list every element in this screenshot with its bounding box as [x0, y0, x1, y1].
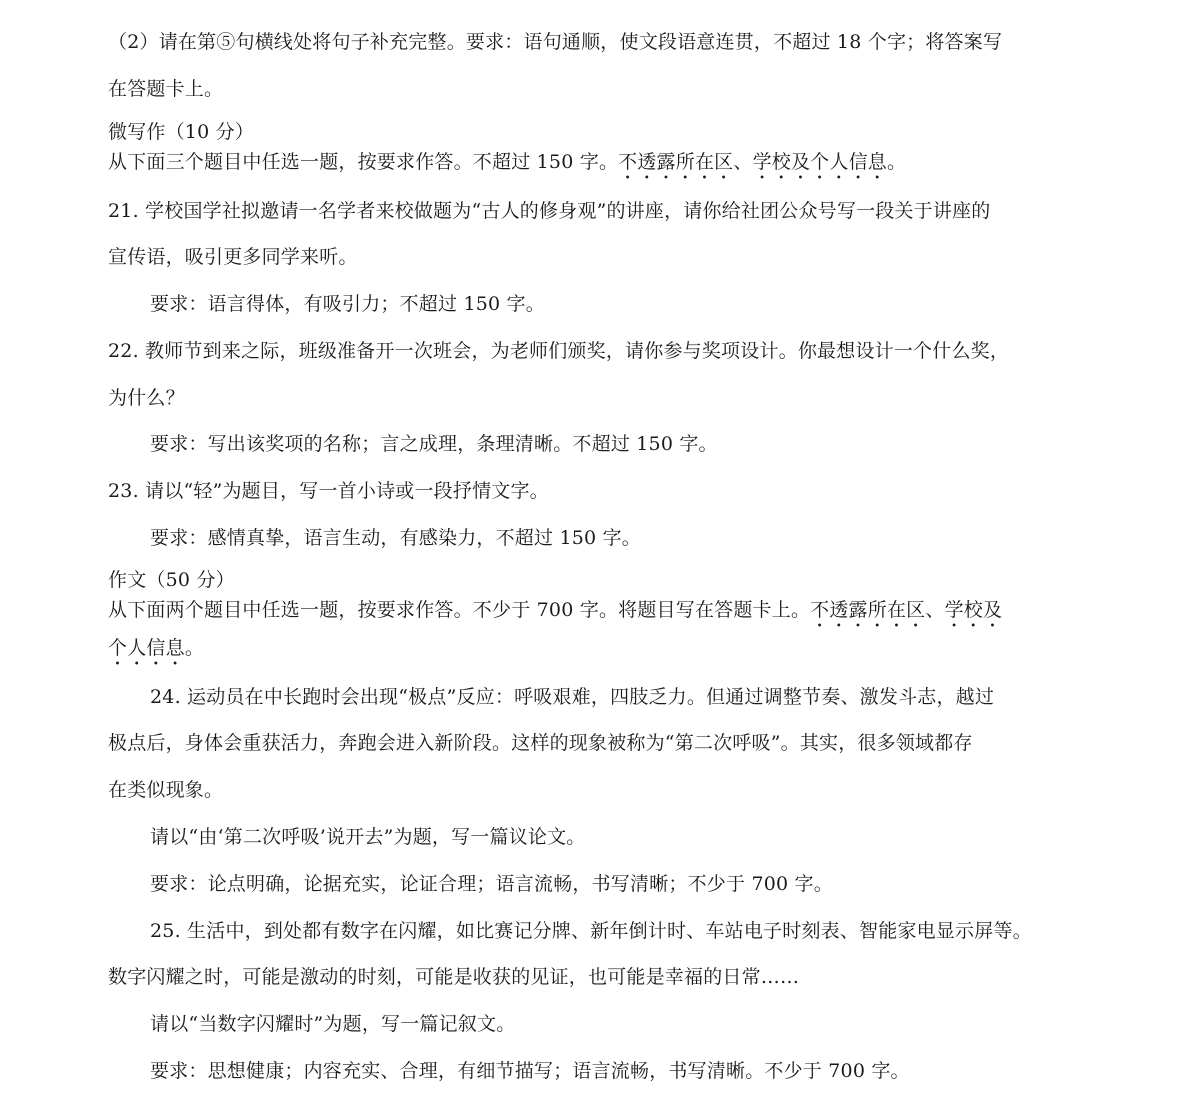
q24-line3: 在类似现象。 [108, 779, 224, 801]
micro-writing-instruction [108, 150, 906, 184]
q24-line1: 24. 运动员在中长跑时会出现“极点”反应：呼吸艰难，四肢乏力。但通过调整节奏、激发斗志，越过 [150, 686, 995, 708]
essay-instruction-line1 [108, 598, 1002, 632]
q21-line1: 21. 学校国学社拟邀请一名学者来校做题为“古人的修身观”的讲座，请你给社团公众号写一段关于讲座的 [108, 200, 991, 222]
emphasized-text: 个人信息 [108, 637, 185, 659]
q24-line2: 极点后，身体会重获活力，奔跑会进入新阶段。这样的现象被称为“第二次呼吸”。其实，很多领域都存 [108, 732, 973, 754]
micro-writing-heading: 微写作（10 分） [108, 121, 255, 143]
q22-line1: 22. 教师节到来之际，班级准备开一次班会，为老师们颁奖，请你参与奖项设计。你最想设计一个什么奖， [108, 340, 1010, 362]
q20-part2-line2: 在答题卡上。 [108, 78, 224, 100]
separator: 、 [925, 599, 945, 621]
q24-prompt: 请以“由‘第二次呼吸’说开去”为题，写一篇议论文。 [150, 826, 586, 848]
emphasized-text: 不透露所在区 [618, 151, 734, 173]
q23-requirement: 要求：感情真挚，语言生动，有感染力，不超过 150 字。 [150, 527, 641, 549]
q25-requirement: 要求：思想健康；内容充实、合理，有细节描写；语言流畅，书写清晰。不少于 700 字。 [150, 1060, 910, 1082]
instruction-text: 从下面三个题目中任选一题，按要求作答。不超过 150 字。 [108, 151, 619, 173]
emphasized-text: 学校及 [944, 599, 1003, 621]
q22-line2: 为什么？ [108, 387, 185, 409]
essay-heading: 作文（50 分） [108, 569, 235, 591]
q25-line1: 25. 生活中，到处都有数字在闪耀，如比赛记分牌、新年倒计时、车站电子时刻表、智能家电显示屏等。 [150, 920, 1032, 942]
separator: 、 [733, 151, 753, 173]
period: 。 [184, 637, 205, 659]
q21-line2: 宣传语，吸引更多同学来听。 [108, 246, 358, 268]
emphasized-text: 学校及个人信息 [752, 151, 887, 173]
essay-instruction-line2 [108, 636, 204, 670]
emphasized-text: 不透露所在区 [810, 599, 926, 621]
q20-part2-line1: （2）请在第⑤句横线处将句子补充完整。要求：语句通顺，使文段语意连贯，不超过 18 个字；将答案写 [108, 31, 1003, 53]
q23-line1: 23. 请以“轻”为题目，写一首小诗或一段抒情文字。 [108, 480, 549, 502]
q22-requirement: 要求：写出该奖项的名称；言之成理，条理清晰。不超过 150 字。 [150, 433, 718, 455]
q24-requirement: 要求：论点明确，论据充实，论证合理；语言流畅，书写清晰；不少于 700 字。 [150, 873, 833, 895]
q25-line2: 数字闪耀之时，可能是激动的时刻，可能是收获的见证，也可能是幸福的日常…… [108, 966, 800, 988]
q25-prompt: 请以“当数字闪耀时”为题，写一篇记叙文。 [150, 1013, 516, 1035]
q21-requirement: 要求：语言得体，有吸引力；不超过 150 字。 [150, 293, 545, 315]
period: 。 [886, 151, 907, 173]
instruction-text: 从下面两个题目中任选一题，按要求作答。不少于 700 字。将题目写在答题卡上。 [108, 599, 811, 621]
